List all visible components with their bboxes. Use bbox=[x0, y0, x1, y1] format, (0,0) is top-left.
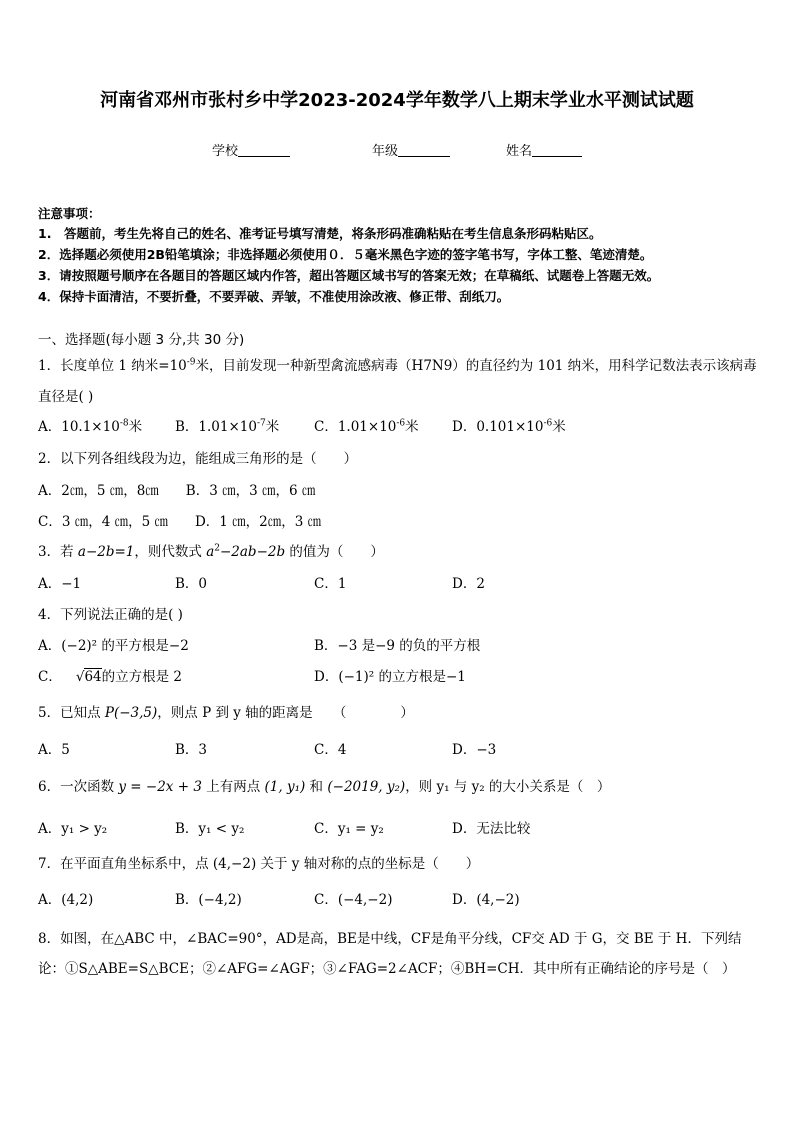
question-7-stem: 7．在平面直角坐标系中，点 (4,−2) 关于 y 轴对称的点的坐标是（ ） bbox=[38, 856, 480, 872]
q7-option-a[interactable]: A．(4,2) bbox=[38, 892, 94, 908]
name-label: 姓名 bbox=[506, 144, 533, 159]
q1-option-b[interactable]: B．$1.01\times 10^{-7}$米 bbox=[175, 418, 280, 435]
q3-option-a[interactable]: A．−1 bbox=[38, 576, 82, 592]
question-1-stem-line2: 直径是( ) bbox=[38, 389, 94, 405]
radicand: 64 bbox=[84, 669, 102, 685]
q3-option-b[interactable]: B．0 bbox=[175, 576, 208, 592]
school-label: 学校 bbox=[212, 144, 239, 159]
question-8-stem: 8．如图，在△ABC 中，∠BAC=90°，AD是高，BE是中线，CF是角平分线，CF交 AD 于 G，交 BE 于 H．下列结 bbox=[38, 931, 742, 947]
q1-option-c[interactable]: C．$1.01\times 10^{-6}$米 bbox=[314, 418, 419, 435]
section-heading: 一、选择题(每小题 3 分,共 30 分) bbox=[38, 332, 245, 348]
question-3-stem: 3．若 a−2b=1，则代数式 $a^2-2ab-2b$ 的值为（ ） bbox=[38, 543, 384, 560]
question-4-stem: 4．下列说法正确的是( ) bbox=[38, 607, 183, 623]
q7-option-c[interactable]: C．(−4,−2) bbox=[314, 892, 393, 908]
question-6-stem: 6．一次函数 y = −2x + 3 上有两点 (1, y₁) 和 (−2019, y₂)，则 y₁ 与 y₂ 的大小关系是（ ） bbox=[38, 779, 611, 795]
q1-text: 1．长度单位 1 纳米=10 bbox=[38, 358, 187, 374]
page-title: 河南省邓州市张村乡中学2023-2024学年数学八上期末学业水平测试试题 bbox=[100, 90, 694, 111]
q6-option-d[interactable]: D．无法比较 bbox=[452, 821, 531, 837]
question-2-stem: 2．以下列各组线段为边，能组成三角形的是（ ） bbox=[38, 451, 358, 467]
name-blank[interactable] bbox=[532, 142, 582, 157]
note-item: 2．选择题必须使用2B铅笔填涂；非选择题必须使用０．５毫米黑色字迹的签字笔书写，字体工整、笔迹清楚。 bbox=[38, 247, 653, 262]
q6-option-a[interactable]: A．y₁ > y₂ bbox=[38, 821, 108, 837]
question-8-stem-line2: 论：①S△ABE=S△BCE；②∠AFG=∠AGF；③∠FAG=2∠ACF；④BH=CH．其中所有正确结论的序号是（ ） bbox=[38, 961, 736, 977]
q5-option-a[interactable]: A．5 bbox=[38, 742, 70, 758]
q1-option-a[interactable]: A．$10.1\times 10^{-8}$米 bbox=[38, 418, 143, 435]
q4-option-d[interactable]: D．(−1)² 的立方根是−1 bbox=[314, 669, 466, 685]
q3-option-c[interactable]: C．1 bbox=[314, 576, 347, 592]
school-field bbox=[212, 140, 290, 159]
q5-option-b[interactable]: B．3 bbox=[175, 742, 208, 758]
note-item: 4．保持卡面清洁，不要折叠，不要弄破、弄皱，不准使用涂改液、修正带、刮纸刀。 bbox=[38, 289, 510, 304]
grade-blank[interactable] bbox=[398, 142, 450, 157]
q5-option-d[interactable]: D．−3 bbox=[452, 742, 497, 758]
grade-field bbox=[372, 140, 450, 159]
note-item: 3．请按照题号顺序在各题目的答题区域内作答，超出答题区域书写的答案无效；在草稿纸、试题卷上答题无效。 bbox=[38, 268, 660, 283]
q6-function: y = −2x + 3 bbox=[118, 779, 202, 795]
name-field bbox=[506, 140, 582, 159]
q7-point: (4,−2) bbox=[212, 856, 257, 872]
q7-option-d[interactable]: D．(4,−2) bbox=[452, 892, 520, 908]
q4-option-a[interactable]: A．(−2)² 的平方根是−2 bbox=[38, 638, 189, 654]
q1-option-d[interactable]: D．$0.101\times 10^{-6}$米 bbox=[452, 418, 566, 435]
q4-option-c[interactable]: C． √64的立方根是 2 bbox=[38, 669, 183, 685]
q1-text: 米，目前发现一种新型禽流感病毒（H7N9）的直径约为 101 纳米，用科学记数法表示该病毒 bbox=[195, 358, 757, 374]
q3-option-d[interactable]: D．2 bbox=[452, 576, 485, 592]
question-1-stem bbox=[38, 354, 757, 374]
q5-option-c[interactable]: C．4 bbox=[314, 742, 347, 758]
q2-options-row2[interactable]: C．3 ㎝，4 ㎝，5 ㎝ D．1 ㎝，2㎝，3 ㎝ bbox=[38, 514, 322, 530]
q7-option-b[interactable]: B．(−4,2) bbox=[175, 892, 242, 908]
school-blank[interactable] bbox=[238, 142, 290, 157]
q6-option-c[interactable]: C．y₁ = y₂ bbox=[314, 821, 384, 837]
q6-option-b[interactable]: B．y₁ < y₂ bbox=[175, 821, 245, 837]
q4-option-b[interactable]: B．−3 是−9 的负的平方根 bbox=[314, 638, 481, 654]
q3-condition: a−2b=1 bbox=[77, 544, 135, 560]
notes-heading: 注意事项： bbox=[38, 206, 101, 221]
q2-options-row1[interactable]: A．2㎝，5 ㎝，8㎝ B．3 ㎝，3 ㎝，6 ㎝ bbox=[38, 483, 316, 499]
note-item: 1. 答题前，考生先将自己的姓名、准考证号填写清楚，将条形码准确粘贴在考生信息条形码粘贴区。 bbox=[38, 226, 602, 241]
question-5-stem: 5．已知点 P(−3,5)，则点 P 到 y 轴的距离是 （ ） bbox=[38, 705, 414, 721]
q5-point: P(−3,5) bbox=[104, 705, 158, 721]
grade-label: 年级 bbox=[372, 144, 399, 159]
q1-exponent: -9 bbox=[186, 357, 196, 368]
